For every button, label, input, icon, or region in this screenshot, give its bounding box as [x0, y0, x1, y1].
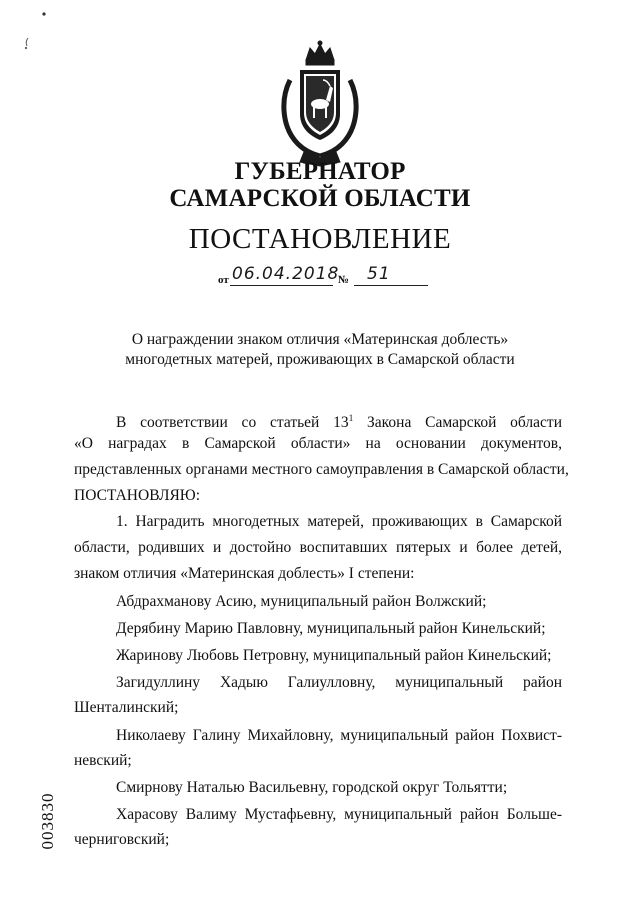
region-title: САМАРСКОЙ ОБЛАСТИ — [169, 185, 471, 212]
awardee-4-line-2: Шенталинский; — [74, 699, 179, 716]
item-1-line-3: знаком отличия «Материнская доблесть» I степени: — [74, 565, 415, 582]
awardee-7-line-2: черниговский; — [74, 831, 170, 848]
subject-line-2: многодетных матерей, проживающих в Самарской области — [125, 351, 515, 368]
preamble-line-2: «О наградах в Самарской области» на основании документов, — [74, 435, 562, 452]
awardee-5-line-2: невский; — [74, 752, 132, 769]
date-label: от — [218, 274, 229, 286]
date-value: 06.04.2018 — [232, 264, 340, 284]
number-underline — [354, 285, 428, 286]
preamble-line-3: представленных органами местного самоуправления в Самарской области, — [74, 461, 569, 478]
decree-subject — [0, 330, 640, 370]
preamble-line-1: В соответствии со статьей $13^1$ Закона Самарской области — [116, 413, 562, 431]
awardee-4-line-1: Загидуллину Хадыю Галиулловну, муниципальный район — [116, 674, 562, 691]
governor-title: ГУБЕРНАТОР — [234, 158, 406, 185]
item-1-line-2: области, родивших и достойно воспитавших пятерых и более детей, — [74, 539, 562, 556]
date-underline — [230, 285, 333, 286]
margin-pen-marks — [14, 8, 54, 53]
serial-number-stamp — [20, 775, 80, 865]
awardee-2: Дерябину Марию Павловну, муниципальный район Кинельский; — [116, 620, 546, 637]
number-value: 51 — [367, 264, 391, 284]
awardee-1: Абдрахманову Асию, муниципальный район Волжский; — [116, 593, 487, 610]
awardee-6: Смирнову Наталью Васильевну, городской округ Тольятти; — [116, 779, 508, 796]
awardee-5-line-1: Николаеву Галину Михайловну, муниципальный район Похвист- — [116, 727, 562, 744]
serial-number: 003830 — [38, 792, 57, 850]
item-1-line-1: 1. Наградить многодетных матерей, проживающих в Самарской — [116, 513, 562, 530]
document-type-title: ПОСТАНОВЛЕНИЕ — [188, 223, 452, 255]
date-number-line — [218, 266, 448, 288]
awardee-3: Жаринову Любовь Петровну, муниципальный район Кинельский; — [116, 647, 552, 664]
awardee-7-line-1: Харасову Валиму Мустафьевну, муниципальный район Больше- — [116, 806, 562, 823]
subject-line-1: О награждении знаком отличия «Материнская доблесть» — [131, 331, 509, 348]
coat-of-arms-emblem — [270, 40, 370, 168]
preamble-resolve: ПОСТАНОВЛЯЮ: — [74, 487, 201, 504]
number-label: № — [338, 274, 350, 286]
